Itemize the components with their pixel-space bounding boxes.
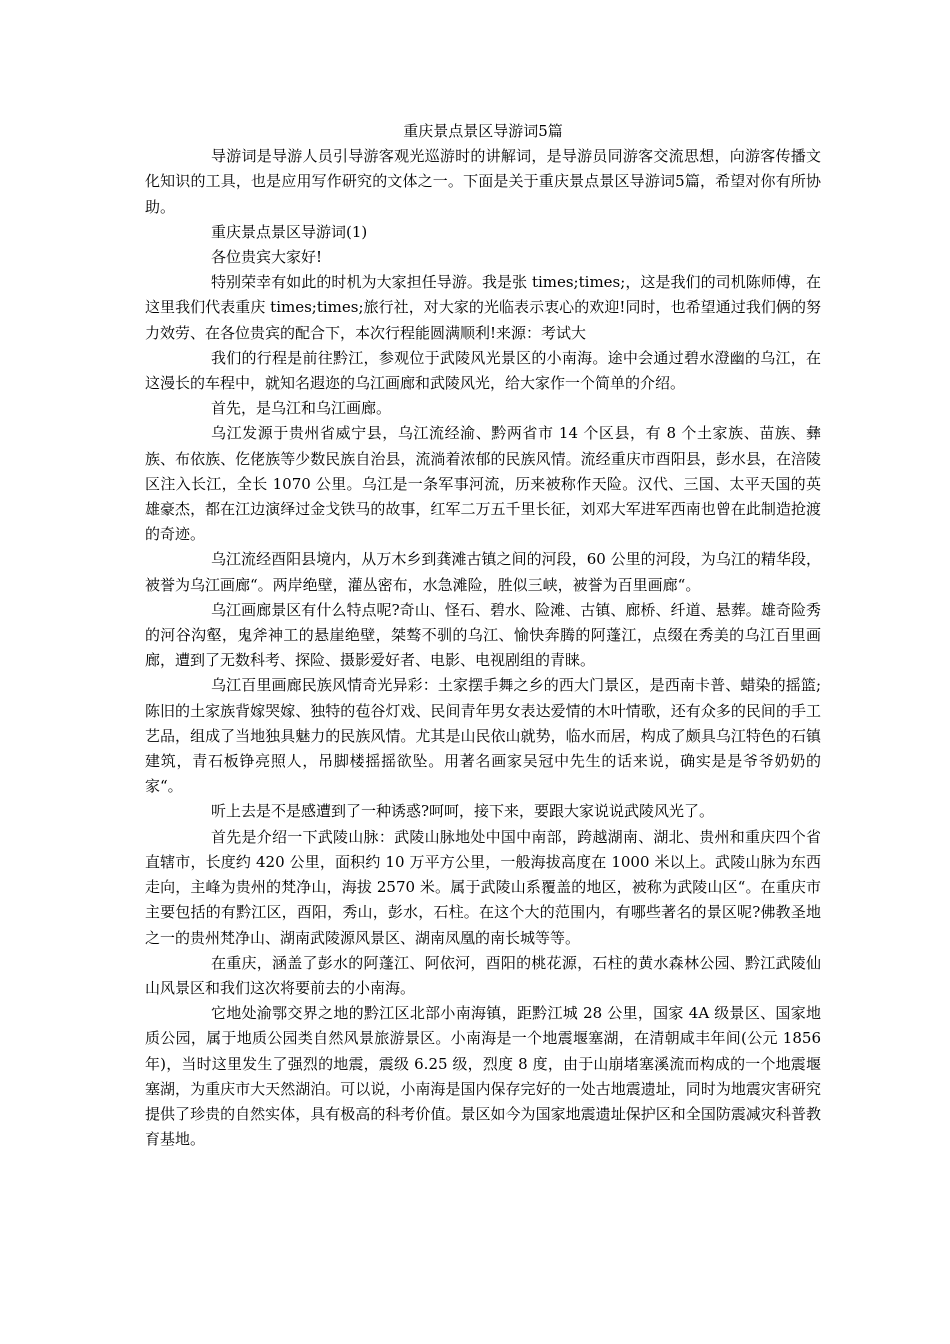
body-paragraph: 乌江流经酉阳县境内，从万木乡到龚滩古镇之间的河段，60 公里的河段，为乌江的精华段，被誉为乌江画廊“。两岸绝壁，灌丛密布，水急滩险，胜似三峡，被誉为百里画廊“。 [145,550,821,594]
body-paragraph: 我们的行程是前往黔江，参观位于武陵风光景区的小南海。途中会通过碧水澄幽的乌江，在这漫长的车程中，就知名遐迩的乌江画廊和武陵风光，给大家作一个简单的介绍。 [145,348,821,393]
section-heading: 重庆景点景区导游词(1) [211,222,368,241]
document-title: 重庆景点景区导游词5篇 [403,122,563,140]
intro-paragraph: 导游词是导游人员引导游客观光巡游时的讲解词，是导游员同游客交流思想，向游客传播文化知识的工具，也是应用写作研究的文体之一。下面是关于重庆景点景区导游词5篇，希望对你有所协助。 [145,147,821,216]
body-paragraph: 乌江发源于贵州省威宁县，乌江流经渝、黔两省市 14 个区县，有 8 个土家族、苗族、彝族、布依族、仡佬族等少数民族自治县，流淌着浓郁的民族风情。流经重庆市酉阳县，彭水县，在涪陵区注入长江，全长 1070 公里。乌江是一条军事河流，历来被称作天险。汉代、三国、太平天国的英雄豪杰，都在江边演绎过金戈铁马的故事，红军二万五千里长征，刘邓大军进军西南也曾在此制造抢渡的奇迹。 [145,424,821,544]
body-paragraph: 特别荣幸有如此的时机为大家担任导游。我是张 times;times;，这是我们的司机陈师傅，在这里我们代表重庆 times;times;旅行社，对大家的光临表示衷心的欢迎!同时，也希望通过我们俩的努力效劳、在各位贵宾的配合下，本次行程能圆满顺利!来源：考试大 [145,273,821,342]
body-paragraph: 首先是介绍一下武陵山脉：武陵山脉地处中国中南部，跨越湖南、湖北、贵州和重庆四个省直辖市，长度约 420 公里，面积约 10 万平方公里，一般海拔高度在 1000 米以上。武陵山脉为东西走向，主峰为贵州的梵净山，海拔 2570 米。属于武陵山系覆盖的地区，被称为武陵山区“。在重庆市主要包括的有黔江区，酉阳，秀山，彭水，石柱。在这个大的范围内，有哪些著名的景区呢?佛教圣地之一的贵州梵净山、湖南武陵源风景区、湖南凤凰的南长城等等。 [145,827,821,947]
body-paragraph: 在重庆，涵盖了彭水的阿蓬江、阿依河，酉阳的桃花源，石柱的黄水森林公园、黔江武陵仙山风景区和我们这次将要前去的小南海。 [145,953,821,997]
document-page [145,119,821,1152]
body-paragraph: 乌江画廊景区有什么特点呢?奇山、怪石、碧水、险滩、古镇、廊桥、纤道、悬葬。雄奇险秀的河谷沟壑，鬼斧神工的悬崖绝壁，桀骜不驯的乌江、愉快奔腾的阿蓬江，点缀在秀美的乌江百里画廊，遭到了无数科考、探险、摄影爱好者、电影、电视剧组的青睐。 [145,600,821,670]
body-paragraph: 听上去是不是感遭到了一种诱惑?呵呵，接下来，要跟大家说说武陵风光了。 [211,802,715,821]
body-paragraph: 它地处渝鄂交界之地的黔江区北部小南海镇，距黔江城 28 公里，国家 4A 级景区、国家地质公园，属于地质公园类自然风景旅游景区。小南海是一个地震堰塞湖，在清朝咸丰年间(公元 1856 年)，当时这里发生了强烈的地震，震级 6.25 级，烈度 8 度，由于山崩堵塞溪流而构成的一个地震堰塞湖，为重庆市大天然湖泊。可以说，小南海是国内保存完好的一处古地震遗址，同时为地震灾害研究提供了珍贵的自然实体，具有极高的科考价值。景区如今为国家地震遗址保护区和全国防震减灾科普教育基地。 [145,1004,821,1149]
body-paragraph: 首先，是乌江和乌江画廊。 [211,399,392,418]
body-paragraph: 乌江百里画廊民族风情奇光异彩：土家摆手舞之乡的西大门景区，是西南卡普、蜡染的摇篮;陈旧的土家族背嫁哭嫁、独特的苞谷灯戏、民间青年男女表达爱情的木叶情歌，还有众多的民间的手工艺品，组成了当地独具魅力的民族风情。尤其是山民依山就势，临水而居，构成了颇具乌江特色的石镇建筑，青石板铮亮照人，吊脚楼摇摇欲坠。用著名画家吴冠中先生的话来说，确实是是爷爷奶奶的家“。 [145,676,821,796]
greeting: 各位贵宾大家好! [211,248,323,267]
